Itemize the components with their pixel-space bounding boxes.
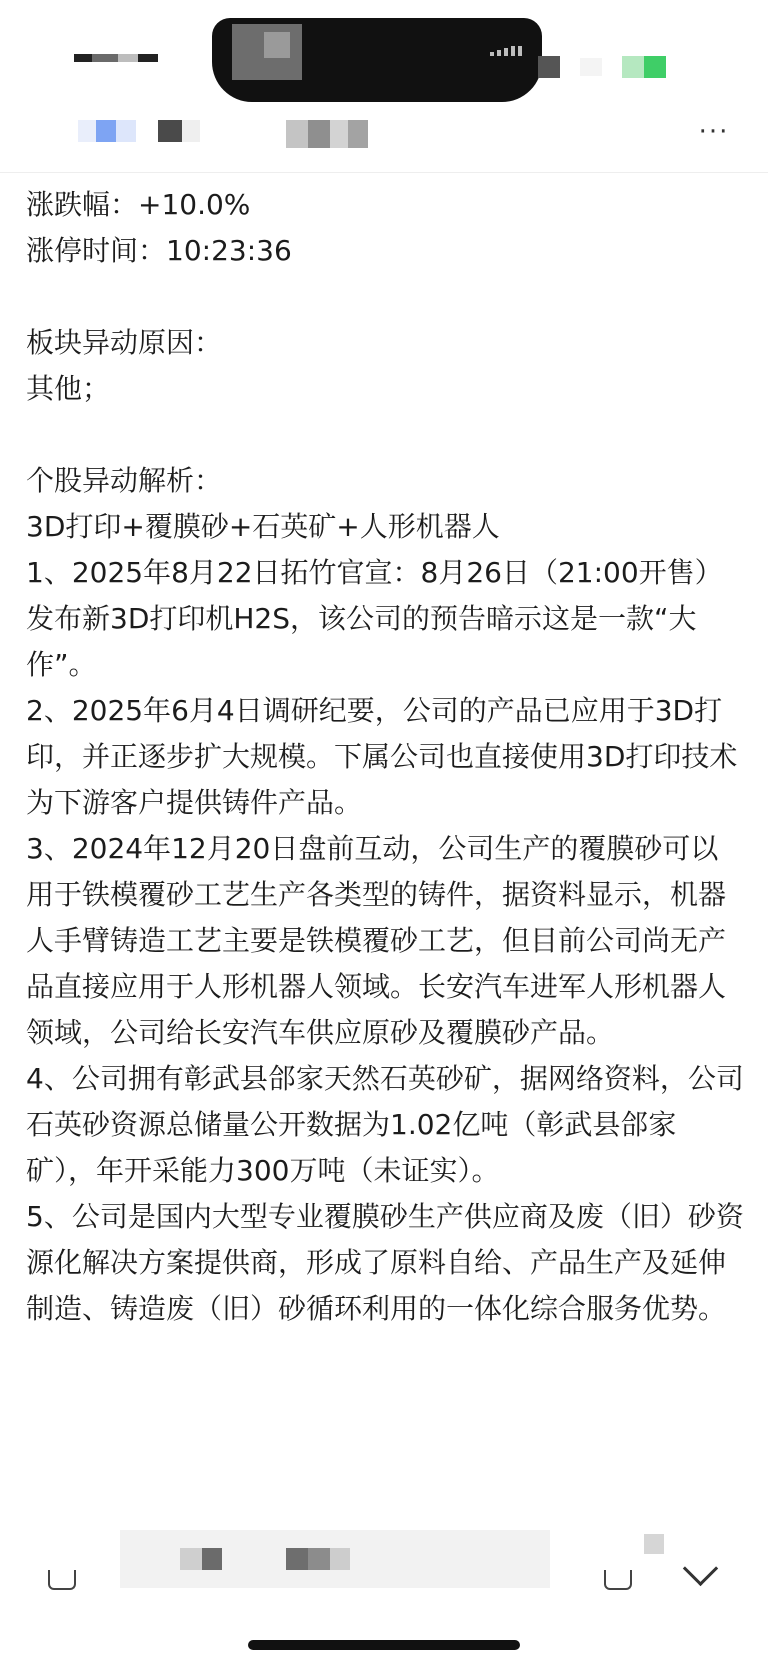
redacted-block bbox=[330, 1548, 350, 1570]
redacted-block bbox=[644, 56, 666, 78]
redacted-block bbox=[308, 120, 330, 148]
redacted-block bbox=[622, 56, 644, 78]
signal-icon bbox=[490, 46, 534, 56]
tray-icon[interactable] bbox=[48, 1570, 76, 1590]
redacted-block bbox=[348, 120, 368, 148]
article-content bbox=[26, 182, 746, 1332]
stock-analysis-title: 个股异动解析： bbox=[26, 464, 223, 497]
redacted-block bbox=[644, 1534, 664, 1554]
redacted-block bbox=[118, 54, 138, 62]
price-change-line: 涨跌幅：+10.0% bbox=[26, 188, 251, 221]
redacted-block bbox=[138, 54, 158, 62]
sector-reason-value: 其他； bbox=[26, 372, 111, 405]
analysis-point-5: 5、公司是国内大型专业覆膜砂生产供应商及废（旧）砂资源化解决方案提供商，形成了原料自给、产品生产及延伸制造、铸造废（旧）砂循环利用的一体化综合服务优势。 bbox=[26, 1200, 744, 1325]
redacted-block bbox=[202, 1548, 222, 1570]
redacted-block bbox=[264, 32, 290, 58]
redacted-block bbox=[182, 120, 200, 142]
battery-icon bbox=[538, 56, 560, 78]
analysis-point-3: 3、2024年12月20日盘前互动，公司生产的覆膜砂可以用于铁模覆砂工艺生产各类型的铸件，据资料显示，机器人手臂铸造工艺主要是铁模覆砂工艺，但目前公司尚无产品直接应用于人形机器人领域。长安汽车进军人形机器人领域，公司给长安汽车供应原砂及覆膜砂产品。 bbox=[26, 832, 727, 1049]
redacted-block bbox=[74, 54, 92, 62]
redacted-block bbox=[180, 1548, 202, 1570]
sector-reason-title: 板块异动原因： bbox=[26, 326, 223, 359]
limit-up-time-line: 涨停时间：10:23:36 bbox=[26, 234, 292, 267]
redacted-block bbox=[116, 120, 136, 142]
chevron-down-icon[interactable] bbox=[683, 1551, 718, 1586]
redacted-camera-area bbox=[212, 18, 542, 102]
redacted-block bbox=[96, 120, 116, 142]
status-bar bbox=[0, 0, 768, 100]
redacted-block bbox=[286, 1548, 308, 1570]
page-title bbox=[286, 120, 308, 148]
back-icon[interactable] bbox=[78, 120, 96, 142]
more-horizontal-icon[interactable]: ··· bbox=[698, 117, 730, 147]
analysis-point-4: 4、公司拥有彰武县郃家天然石英砂矿，据网络资料，公司石英砂资源总储量公开数据为1.02亿吨（彰武县郃家矿），年开采能力300万吨（未证实）。 bbox=[26, 1062, 744, 1187]
bottom-toolbar bbox=[0, 1530, 768, 1666]
tray-icon[interactable] bbox=[604, 1570, 632, 1590]
redacted-block bbox=[580, 58, 602, 76]
redacted-block bbox=[330, 120, 348, 148]
nav-header bbox=[0, 100, 768, 173]
redacted-block bbox=[158, 120, 182, 142]
themes-line: 3D打印+覆膜砂+石英矿+人形机器人 bbox=[26, 510, 500, 543]
redacted-block bbox=[308, 1548, 330, 1570]
analysis-point-2: 2、2025年6月4日调研纪要，公司的产品已应用于3D打印，并正逐步扩大规模。下属公司也直接使用3D打印技术为下游客户提供铸件产品。 bbox=[26, 694, 738, 819]
home-indicator bbox=[248, 1640, 520, 1650]
redacted-block bbox=[92, 54, 118, 62]
analysis-point-1: 1、2025年8月22日拓竹官宣：8月26日（21:00开售）发布新3D打印机H2S，该公司的预告暗示这是一款“大作”。 bbox=[26, 556, 723, 681]
